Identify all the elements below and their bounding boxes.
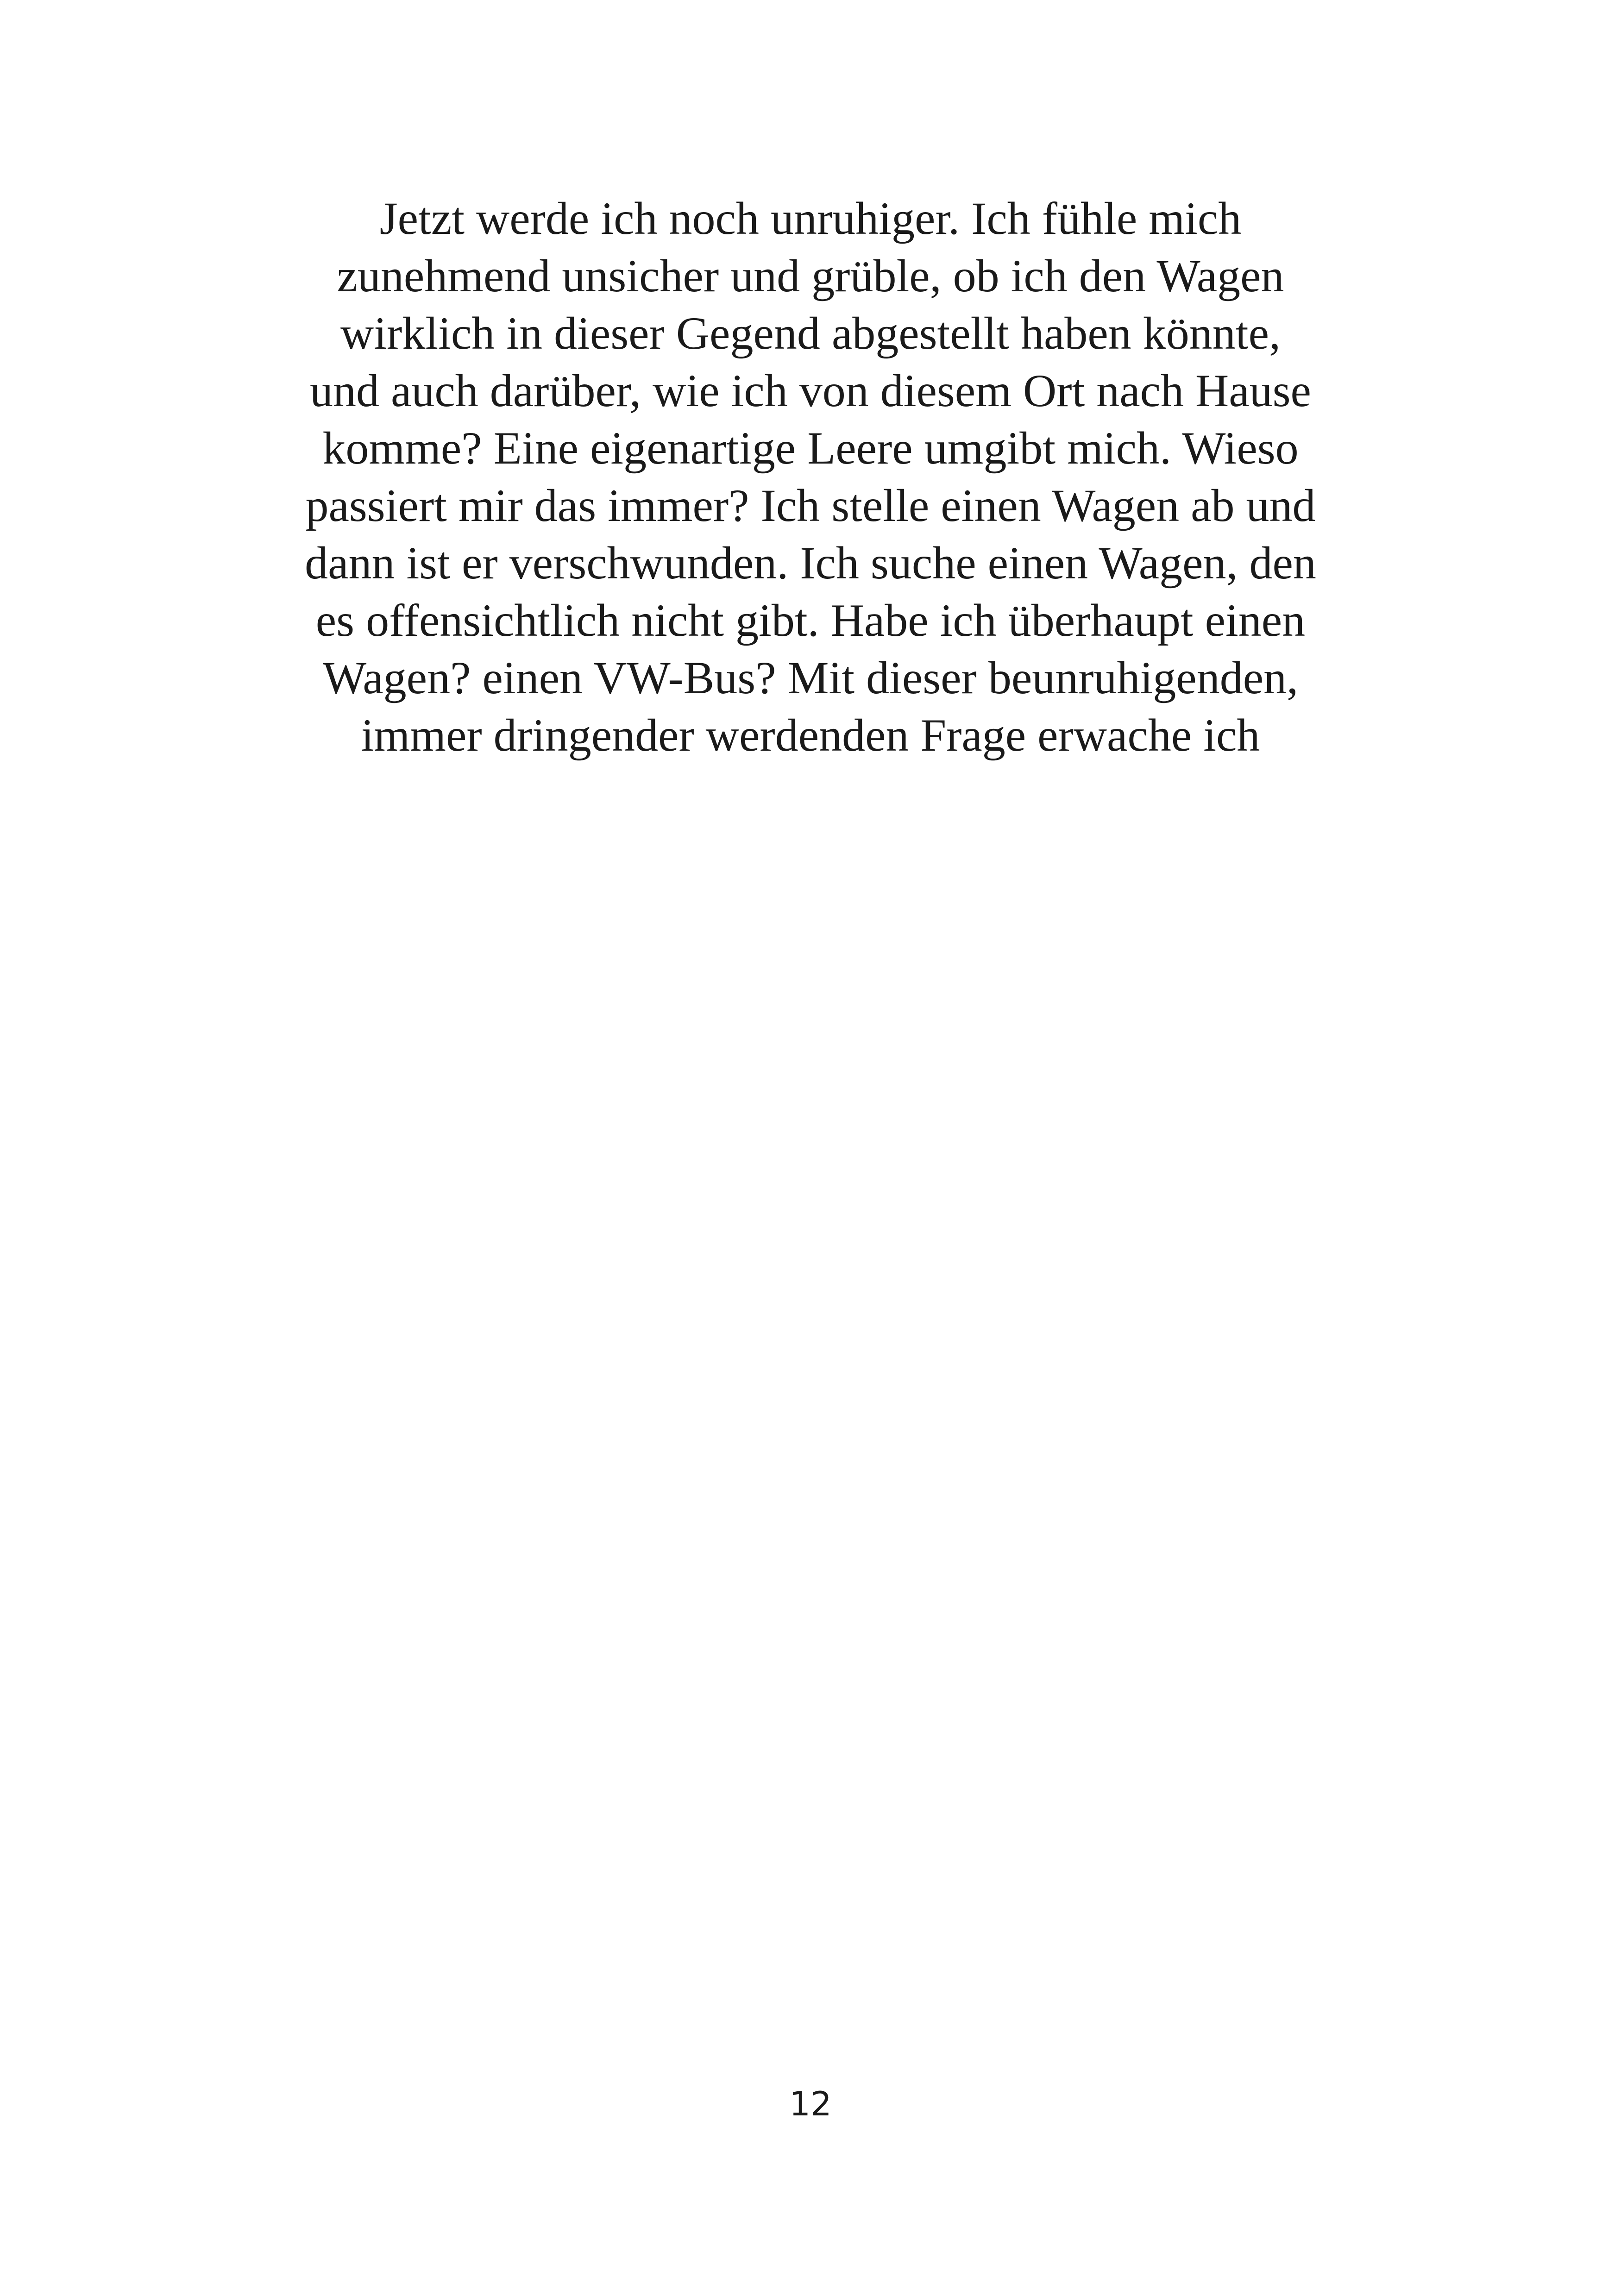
paragraph-line: wirklich in dieser Gegend abgestellt haben könnte, xyxy=(340,307,1281,359)
paragraph-line: passiert mir das immer? Ich stelle einen Wagen ab und xyxy=(305,480,1316,531)
body-paragraph xyxy=(139,190,1482,764)
paragraph-line: dann ist er verschwunden. Ich suche einen Wagen, den xyxy=(305,537,1316,589)
paragraph-line: immer dringender werdenden Frage erwache ich xyxy=(361,709,1260,761)
paragraph-line: und auch darüber, wie ich von diesem Ort nach Hause xyxy=(310,365,1311,416)
paragraph-line: Jetzt werde ich noch unruhiger. Ich fühle mich xyxy=(379,193,1242,244)
paragraph-line: zunehmend unsicher und grüble, ob ich den Wagen xyxy=(337,250,1284,301)
paragraph-line: es offensichtlich nicht gibt. Habe ich überhaupt einen xyxy=(315,595,1306,646)
page-number: 12 xyxy=(789,2084,832,2123)
paragraph-line: Wagen? einen VW-Bus? Mit dieser beunruhigenden, xyxy=(322,652,1299,703)
paragraph-line: komme? Eine eigenartige Leere umgibt mich. Wieso xyxy=(322,422,1299,474)
